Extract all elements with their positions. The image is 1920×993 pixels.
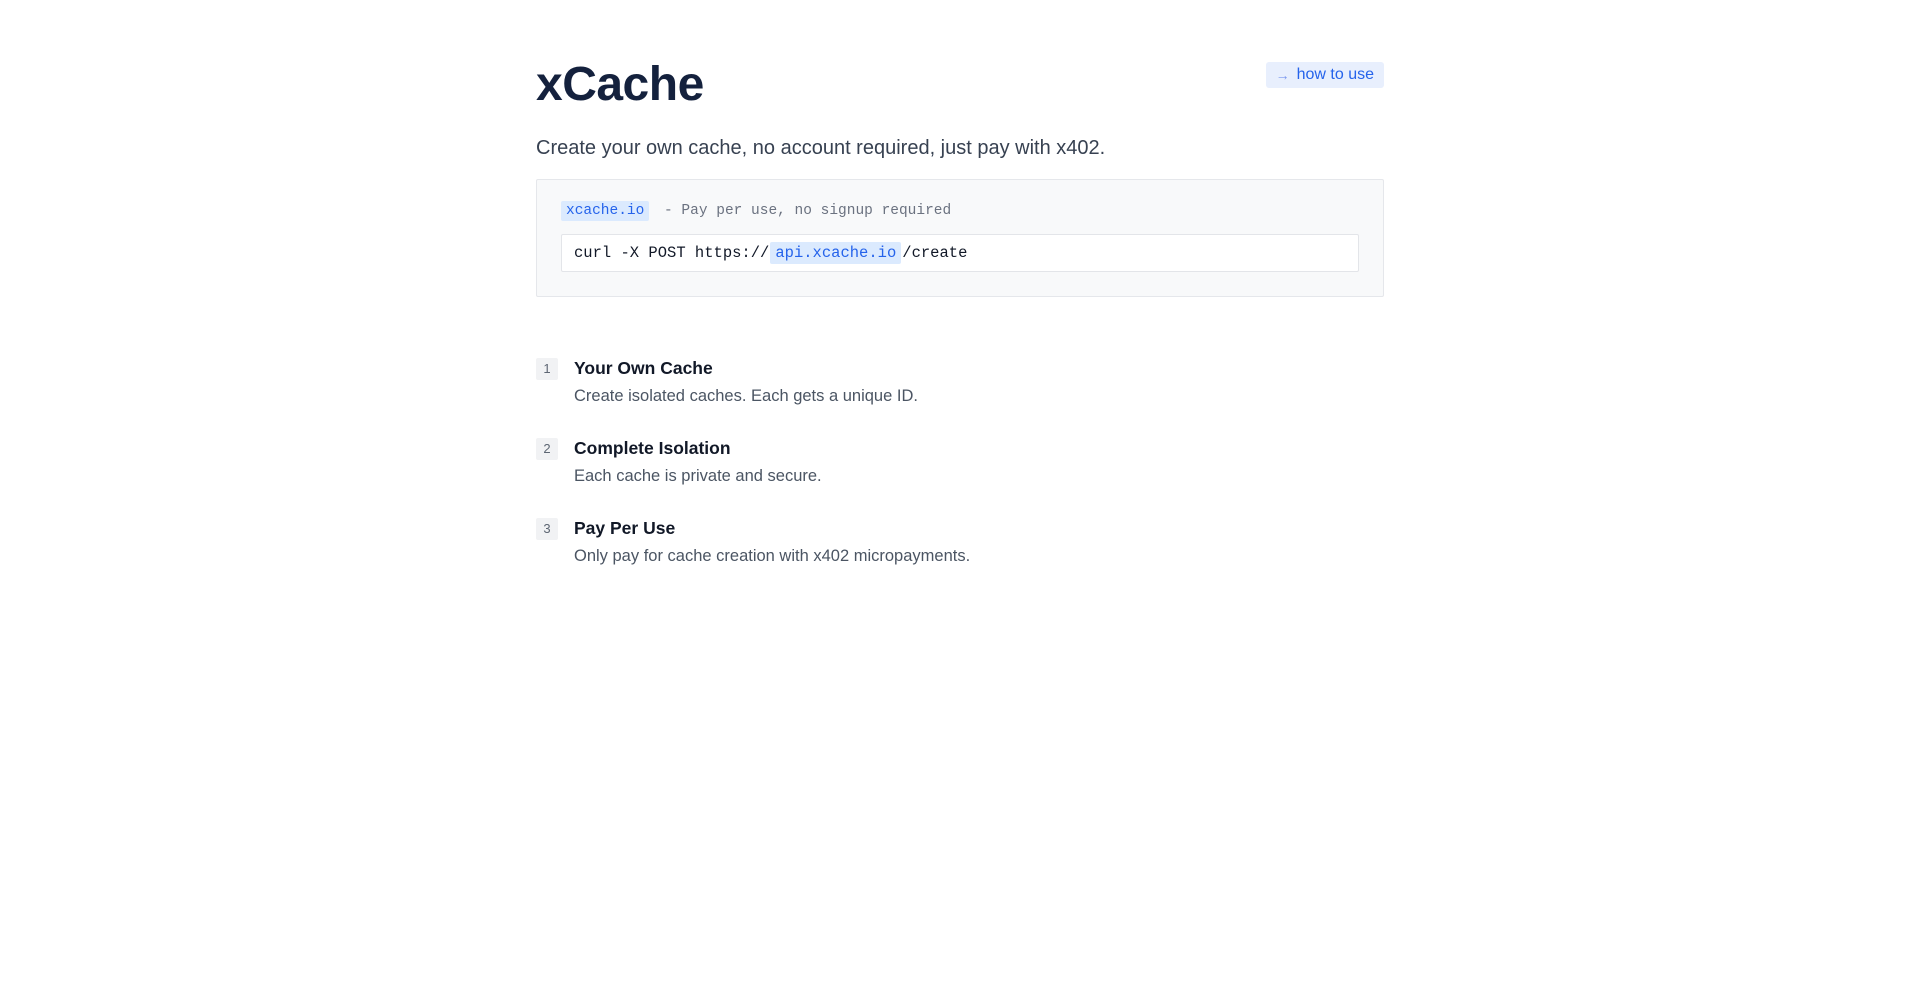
feature-title: Your Own Cache bbox=[574, 357, 713, 378]
command-suffix: /create bbox=[902, 243, 968, 262]
promo-card bbox=[536, 179, 1384, 297]
how-to-use-label: how to use bbox=[1296, 66, 1374, 83]
feature-text bbox=[574, 437, 822, 487]
api-host-link[interactable]: api.xcache.io bbox=[770, 242, 901, 264]
header bbox=[536, 58, 1384, 112]
feature-text bbox=[574, 517, 970, 567]
command-prefix: curl -X POST https:// bbox=[574, 243, 770, 262]
promo-tagline: - Pay per use, no signup required bbox=[664, 202, 952, 219]
feature-number-badge: 1 bbox=[536, 358, 558, 380]
feature-number-badge: 2 bbox=[536, 438, 558, 460]
domain-link[interactable]: xcache.io bbox=[561, 201, 649, 221]
feature-item-pay-per-use bbox=[536, 517, 1384, 567]
feature-number-badge: 3 bbox=[536, 518, 558, 540]
feature-description: Only pay for cache creation with x402 micropayments. bbox=[574, 546, 971, 565]
subtitle: Create your own cache, no account required, just pay with x402. bbox=[536, 136, 1106, 159]
how-to-use-link[interactable] bbox=[1266, 62, 1384, 88]
feature-item-complete-isolation bbox=[536, 437, 1384, 487]
feature-text bbox=[574, 357, 918, 407]
feature-title: Pay Per Use bbox=[574, 517, 676, 538]
arrow-right-icon: → bbox=[1275, 67, 1290, 83]
main-content bbox=[536, 0, 1384, 567]
page-title: xCache bbox=[536, 58, 704, 111]
feature-title: Complete Isolation bbox=[574, 437, 731, 458]
curl-command-box bbox=[561, 234, 1359, 272]
feature-description: Each cache is private and secure. bbox=[574, 466, 822, 485]
feature-description: Create isolated caches. Each gets a unique ID. bbox=[574, 386, 918, 405]
features-list bbox=[536, 357, 1384, 567]
feature-item-your-own-cache bbox=[536, 357, 1384, 407]
promo-line bbox=[561, 201, 1359, 221]
